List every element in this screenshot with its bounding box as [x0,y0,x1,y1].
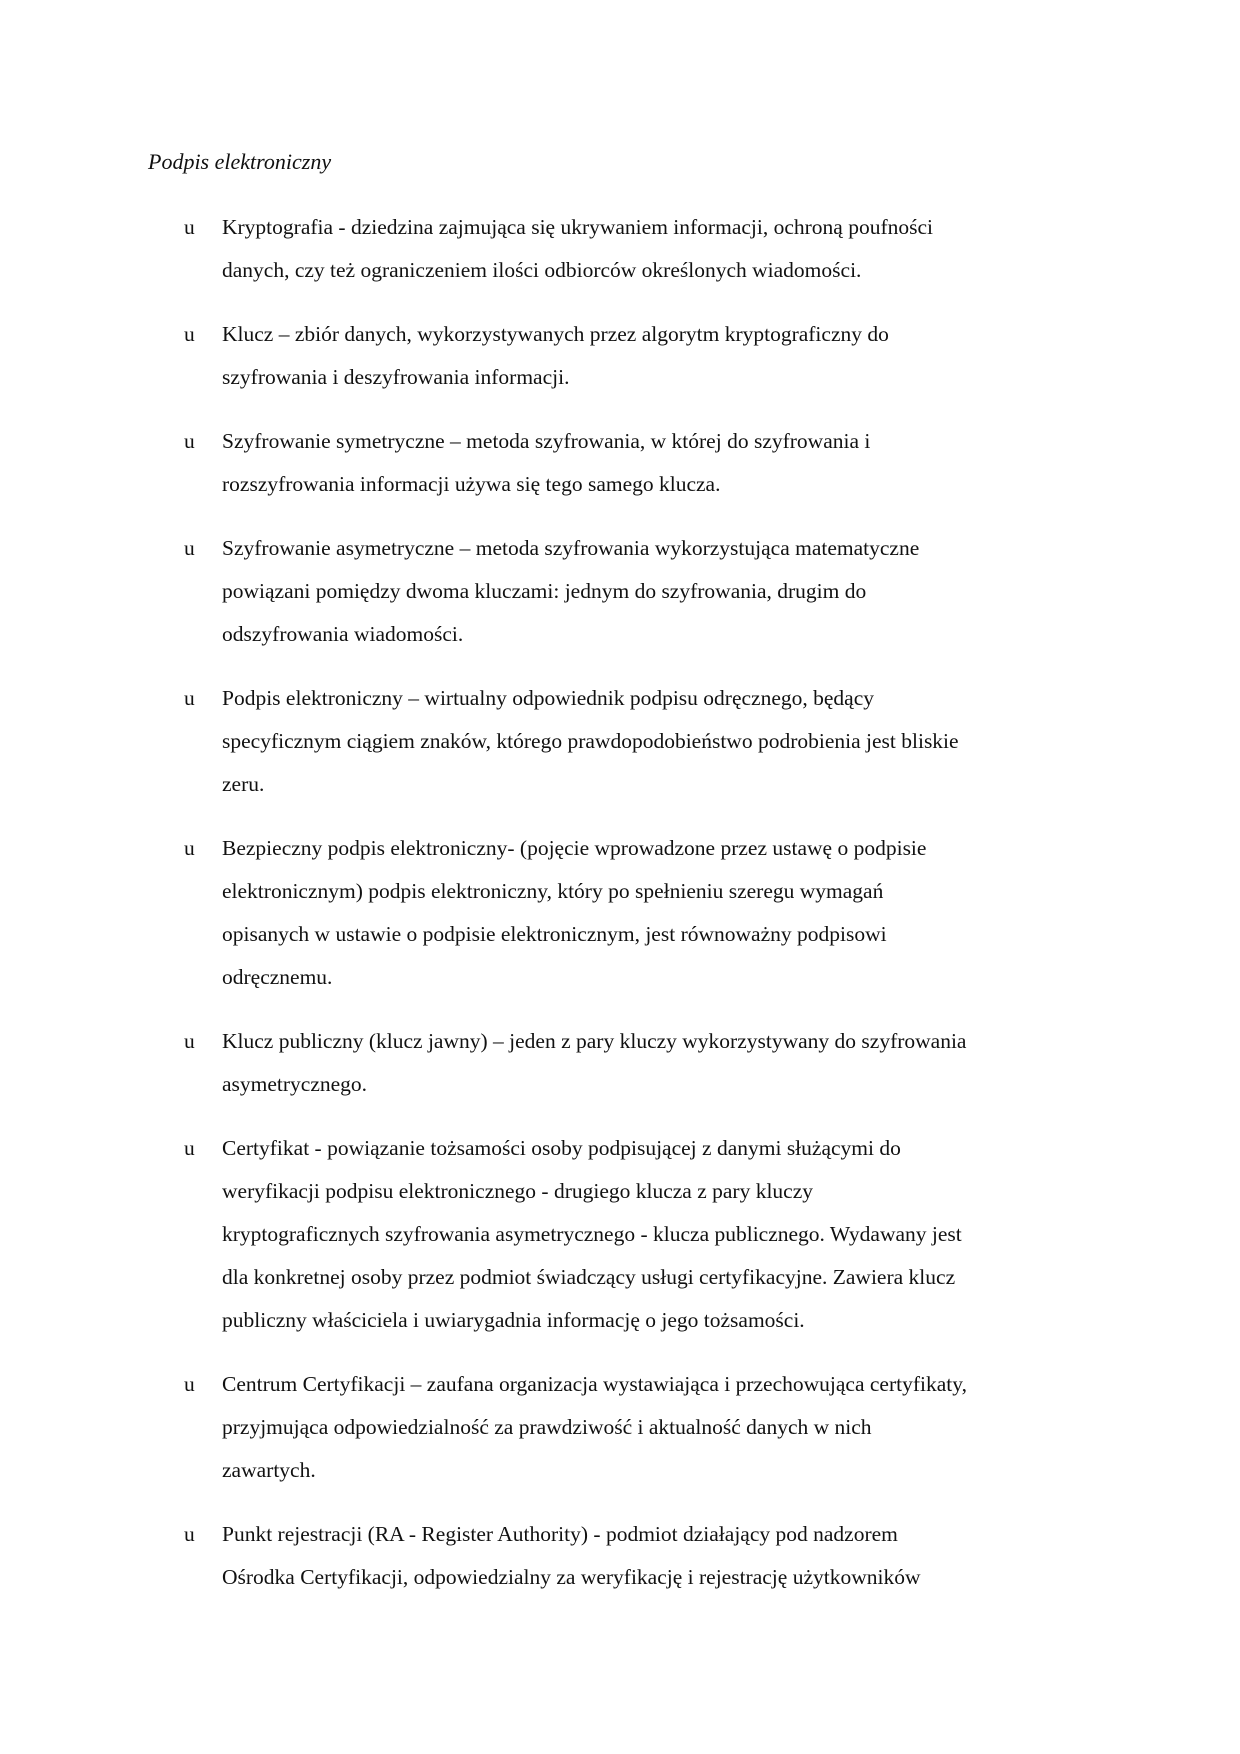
text-line: odręcznemu. [222,965,333,989]
text-line: odszyfrowania wiadomości. [222,622,464,646]
list-item [184,677,1184,806]
text-line: Szyfrowanie symetryczne – metoda szyfrowania, w której do szyfrowania i [222,429,871,453]
bullet-icon: u [184,1136,195,1160]
text-line: publiczny właściciela i uwiarygadnia informację o jego tożsamości. [222,1308,805,1332]
list-item-text [222,827,1184,999]
bullet-icon: u [184,536,195,560]
text-line: Podpis elektroniczny – wirtualny odpowiednik podpisu odręcznego, będący [222,686,875,710]
list-item-text [222,206,1184,292]
list-item-text [222,1020,1184,1106]
text-line: Certyfikat - powiązanie tożsamości osoby podpisującej z danymi służącymi do [222,1136,901,1160]
text-line: szyfrowania i deszyfrowania informacji. [222,365,570,389]
text-line: Centrum Certyfikacji – zaufana organizacja wystawiająca i przechowująca certyfikaty, [222,1372,967,1396]
list-item-text [222,1363,1184,1492]
bullet-icon: u [184,429,195,453]
bullet-icon: u [184,1372,195,1396]
list-item-text [222,1513,1184,1599]
document-title: Podpis elektroniczny [148,149,332,174]
list-item-text [222,420,1184,506]
list-item-text [222,1127,1184,1342]
text-line: Szyfrowanie asymetryczne – metoda szyfrowania wykorzystująca matematyczne [222,536,920,560]
text-line: Kryptografia - dziedzina zajmująca się ukrywaniem informacji, ochroną poufności [222,215,934,239]
text-line: kryptograficznych szyfrowania asymetrycznego - klucza publicznego. Wydawany jest [222,1222,962,1246]
text-line: opisanych w ustawie o podpisie elektronicznym, jest równoważny podpisowi [222,922,887,946]
text-line: Klucz – zbiór danych, wykorzystywanych przez algorytm kryptograficzny do [222,322,889,346]
list-item [184,1127,1184,1342]
list-item [184,827,1184,999]
list-item [184,527,1184,656]
list-item-text [222,313,1184,399]
text-line: powiązani pomiędzy dwoma kluczami: jednym do szyfrowania, drugim do [222,579,867,603]
list-item [184,420,1184,506]
text-line: asymetrycznego. [222,1072,368,1096]
bullet-icon: u [184,215,195,239]
text-line: dla konkretnej osoby przez podmiot świadczący usługi certyfikacyjne. Zawiera klucz [222,1265,956,1289]
text-line: Punkt rejestracji (RA - Register Authority) - podmiot działający pod nadzorem [222,1522,898,1546]
bullet-icon: u [184,322,195,346]
bullet-icon: u [184,836,195,860]
bullet-icon: u [184,1029,195,1053]
text-line: zawartych. [222,1458,316,1482]
text-line: elektronicznym) podpis elektroniczny, który po spełnieniu szeregu wymagań [222,879,884,903]
text-line: Bezpieczny podpis elektroniczny- (pojęcie wprowadzone przez ustawę o podpisie [222,836,927,860]
text-line: rozszyfrowania informacji używa się tego samego klucza. [222,472,721,496]
text-line: specyficznym ciągiem znaków, którego prawdopodobieństwo podrobienia jest bliskie [222,729,959,753]
list-item-text [222,677,1184,806]
list-item [184,1363,1184,1492]
list-item-text [222,527,1184,656]
text-line: przyjmująca odpowiedzialność za prawdziwość i aktualność danych w nich [222,1415,872,1439]
list-item [184,313,1184,399]
text-line: zeru. [222,772,265,796]
definition-list [184,206,1184,1620]
list-item [184,1020,1184,1106]
list-item [184,1513,1184,1599]
text-line: Ośrodka Certyfikacji, odpowiedzialny za weryfikację i rejestrację użytkowników [222,1565,921,1589]
bullet-icon: u [184,686,195,710]
bullet-icon: u [184,1522,195,1546]
text-line: danych, czy też ograniczeniem ilości odbiorców określonych wiadomości. [222,258,862,282]
list-item [184,206,1184,292]
text-line: weryfikacji podpisu elektronicznego - drugiego klucza z pary kluczy [222,1179,814,1203]
text-line: Klucz publiczny (klucz jawny) – jeden z pary kluczy wykorzystywany do szyfrowania [222,1029,967,1053]
